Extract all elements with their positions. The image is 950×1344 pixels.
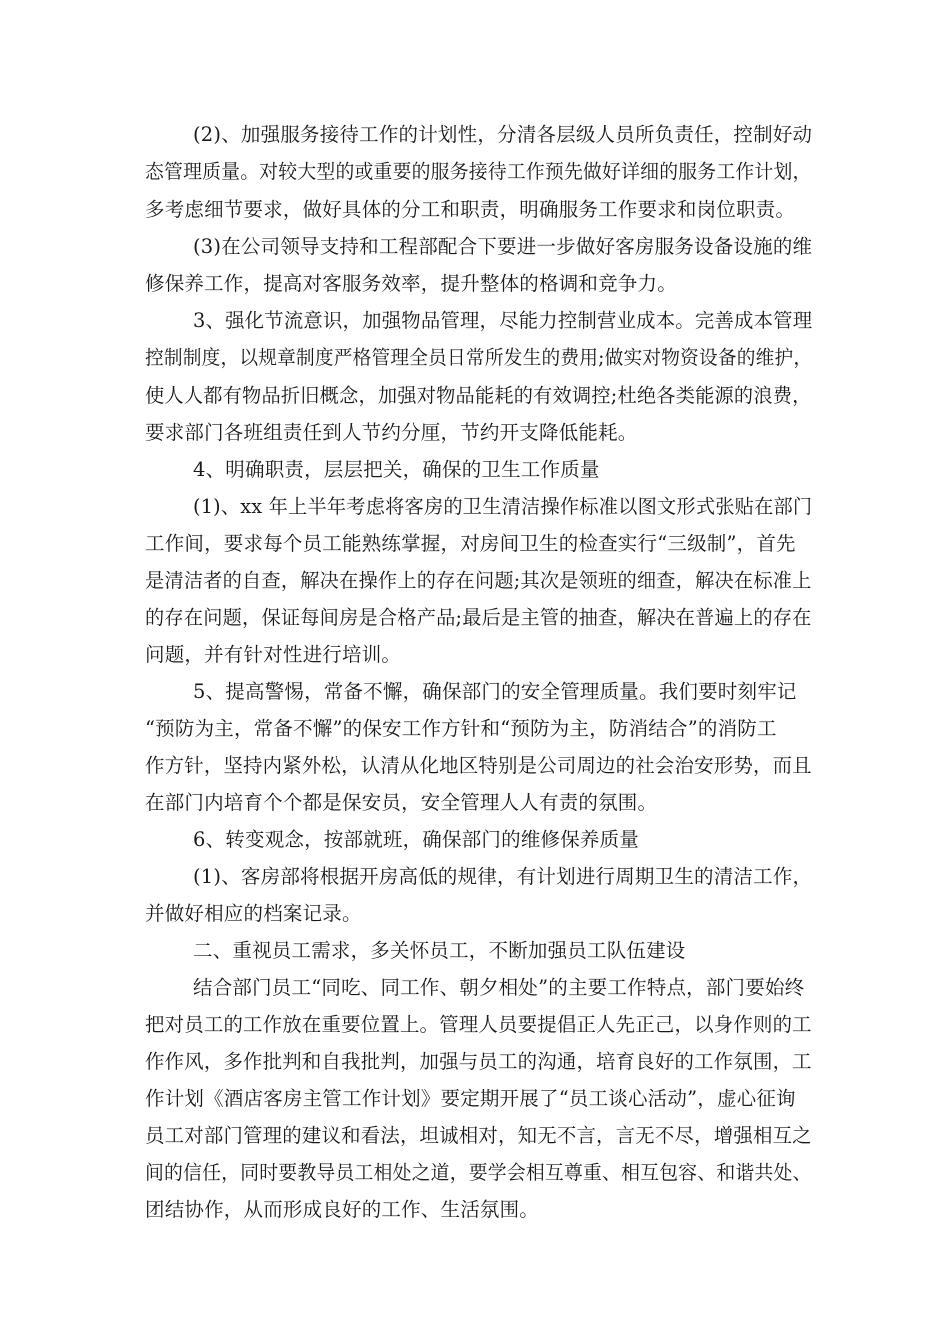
text-line: 团结协作，从而形成良好的工作、生活氛围。 [145, 1198, 540, 1221]
text-line: 二、重视员工需求，多关怀员工，不断加强员工队伍建设 [193, 939, 686, 962]
text-line: “预防为主，常备不懈”的保安工作方针和“预防为主，防消结合”的消防工 [145, 717, 777, 740]
text-line: 结合部门员工“同吃、同工作、朝夕相处”的主要工作特点，部门要始终 [193, 976, 805, 999]
text-line: 员工对部门管理的建议和看法，坦诚相对，知无不言，言无不尽，增强相互之 [145, 1124, 812, 1147]
text-line: 使人人都有物品折旧概念，加强对物品能耗的有效调控;杜绝各类能源的浪费， [145, 384, 812, 407]
text-line: 控制制度，以规章制度严格管理全员日常所发生的费用;做实对物资设备的维护， [145, 346, 813, 369]
text-line: 间的信任，同时要教导员工相处之道，要学会相互尊重、相互包容、和谐共处、 [145, 1161, 812, 1184]
text-line: 问题，并有针对性进行培训。 [145, 643, 402, 666]
text-line: 3、强化节流意识，加强物品管理，尽能力控制营业成本。完善成本管理 [193, 309, 813, 332]
text-line: 态管理质量。对较大型的或重要的服务接待工作预先做好详细的服务工作计划， [145, 160, 812, 183]
text-line: 要求部门各班组责任到人节约分厘，节约开支降低能耗。 [145, 421, 638, 444]
text-line: 作作风，多作批判和自我批判，加强与员工的沟通，培育良好的工作氛围，工 [145, 1050, 812, 1073]
text-line: 的存在问题，保证每间房是合格产品;最后是主管的抽查，解决在普遍上的存在 [145, 606, 812, 629]
text-line: 在部门内培育个个都是保安员，安全管理人人有责的氛围。 [145, 791, 658, 814]
text-line: 4、明确职责，层层把关，确保的卫生工作质量 [193, 458, 600, 481]
text-line: 作方针，坚持内紧外松，认清从化地区特别是公司周边的社会治安形势，而且 [145, 754, 812, 777]
text-line: 修保养工作，提高对客服务效率，提升整体的格调和竞争力。 [145, 272, 677, 295]
text-line: 并做好相应的档案记录。 [145, 902, 362, 925]
text-line: 把对员工的工作放在重要位置上。管理人员要提倡正人先正己，以身作则的工 [145, 1013, 812, 1036]
text-line: 是清洁者的自查，解决在操作上的存在问题;其次是领班的细查，解决在标准上 [145, 569, 812, 592]
text-line: (3)在公司领导支持和工程部配合下要进一步做好客房服务设备设施的维 [193, 235, 813, 258]
text-line: 6、转变观念，按部就班，确保部门的维修保养质量 [193, 828, 640, 851]
text-line: (1)、客房部将根据开房高低的规律，有计划进行周期卫生的清洁工作， [193, 865, 813, 888]
text-line: 多考虑细节要求，做好具体的分工和职责，明确服务工作要求和岗位职责。 [145, 198, 796, 221]
text-line: (2)、加强服务接待工作的计划性，分清各层级人员所负责任，控制好动 [193, 123, 813, 146]
text-line: 作计划《酒店客房主管工作计划》要定期开展了“员工谈心活动”，虚心征询 [145, 1087, 796, 1110]
text-line: (1)、xx 年上半年考虑将客房的卫生清洁操作标准以图文形式张贴在部门 [193, 495, 813, 518]
text-line: 5、提高警惕，常备不懈，确保部门的安全管理质量。我们要时刻牢记 [193, 680, 797, 703]
text-line: 工作间，要求每个员工能熟练掌握，对房间卫生的检查实行“三级制”，首先 [145, 532, 796, 555]
